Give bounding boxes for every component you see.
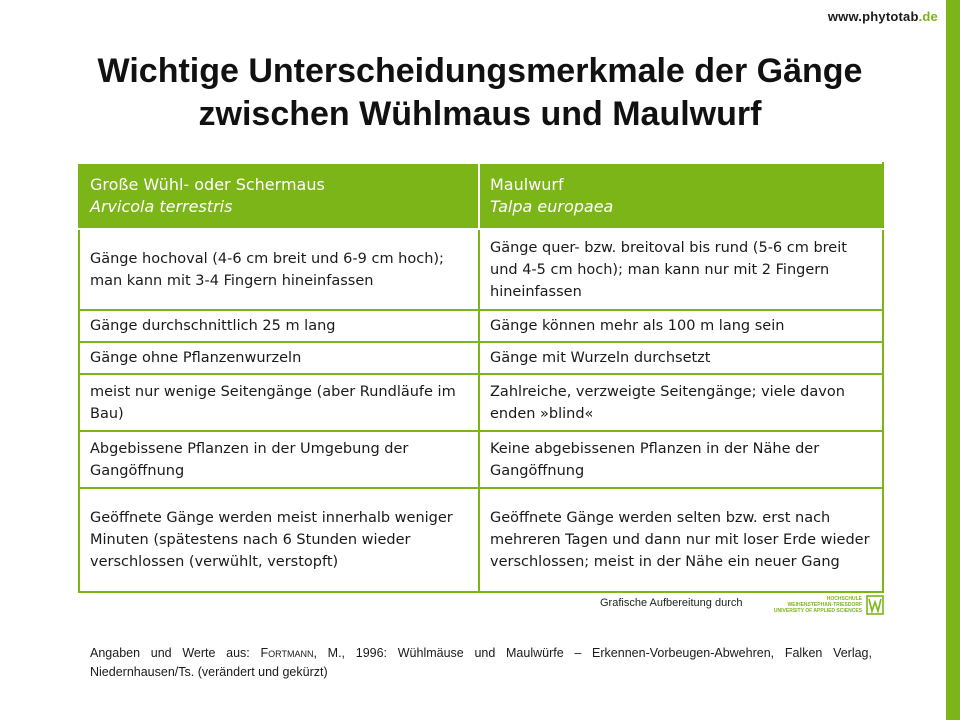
logo-line-2: WEIHENSTEPHAN-TRIESDORF xyxy=(787,602,862,608)
table-header-row xyxy=(79,163,883,229)
accent-bar xyxy=(946,0,960,720)
table-cell-mole: Gänge können mehr als 100 m lang sein xyxy=(479,310,883,342)
table-cell-mole: Keine abgebissenen Pflanzen in der Nähe der Gangöffnung xyxy=(479,431,883,488)
header-vole-name: Große Wühl- oder Schermaus xyxy=(90,175,325,194)
site-url[interactable] xyxy=(828,9,938,24)
table-cell-mole: Geöffnete Gänge werden selten bzw. erst nach mehreren Tagen und dann nur mit loser Erde wieder verschlossen; meist in der Nähe ein neuer Gang xyxy=(479,488,883,592)
table-cell-vole: Gänge durchschnittlich 25 m lang xyxy=(79,310,479,342)
table-cell-vole: Gänge ohne Pflanzenwurzeln xyxy=(79,342,479,374)
source-author: Fortmann xyxy=(260,646,314,660)
table-cell-vole: Geöffnete Gänge werden meist innerhalb weniger Minuten (spätestens nach 6 Stunden wieder verschlossen (verwühlt, verstopft) xyxy=(79,488,479,592)
source-note xyxy=(90,644,872,682)
header-vole-latin: Arvicola terrestris xyxy=(90,197,233,216)
table-row xyxy=(79,342,883,374)
university-logo-text xyxy=(770,596,862,614)
table-cell-mole: Zahlreiche, verzweigte Seitengänge; viele davon enden »blind« xyxy=(479,374,883,431)
page-title xyxy=(40,50,920,136)
table-row xyxy=(79,431,883,488)
logo-line-3: UNIVERSITY OF APPLIED SCIENCES xyxy=(773,608,862,614)
header-mole-latin: Talpa europaea xyxy=(490,197,614,216)
comparison-table xyxy=(78,162,884,593)
table-cell-vole: meist nur wenige Seitengänge (aber Rundläufe im Bau) xyxy=(79,374,479,431)
university-logo[interactable] xyxy=(770,594,882,616)
table-cell-mole: Gänge quer- bzw. breitoval bis rund (5-6 cm breit und 4-5 cm hoch); man kann nur mit 2 Fingern hineinfassen xyxy=(479,229,883,310)
table-cell-vole: Abgebissene Pflanzen in der Umgebung der Gangöffnung xyxy=(79,431,479,488)
source-reference: , M., 1996: Wühlmäuse und Maulwürfe – Erkennen-Vorbeugen-Abwehren, Falken Verlag, Niedernhausen/Ts. (verändert und gekürzt) xyxy=(90,646,872,679)
header-cell-mole xyxy=(479,163,883,229)
page-title-line-2: zwischen Wühlmaus und Maulwurf xyxy=(198,95,762,133)
table-row xyxy=(79,374,883,431)
page-title-line-1: Wichtige Unterscheidungsmerkmale der Gänge xyxy=(97,52,863,90)
site-url-name: phytotab xyxy=(862,9,919,24)
site-url-prefix: www. xyxy=(827,9,863,24)
source-prefix: Angaben und Werte aus: xyxy=(90,646,261,660)
table-row xyxy=(79,310,883,342)
logo-line-1: HOCHSCHULE xyxy=(826,596,862,602)
table-row xyxy=(79,229,883,310)
header-mole-name: Maulwurf xyxy=(490,175,564,194)
table-row xyxy=(79,488,883,592)
site-url-tld: .de xyxy=(918,9,938,24)
table-cell-vole: Gänge hochoval (4-6 cm breit und 6-9 cm hoch); man kann mit 3-4 Fingern hineinfassen xyxy=(79,229,479,310)
table-cell-mole: Gänge mit Wurzeln durchsetzt xyxy=(479,342,883,374)
credit xyxy=(560,594,882,616)
credit-text: Grafische Aufbereitung durch xyxy=(600,597,743,609)
header-cell-vole xyxy=(79,163,479,229)
university-logo-icon xyxy=(866,595,884,615)
